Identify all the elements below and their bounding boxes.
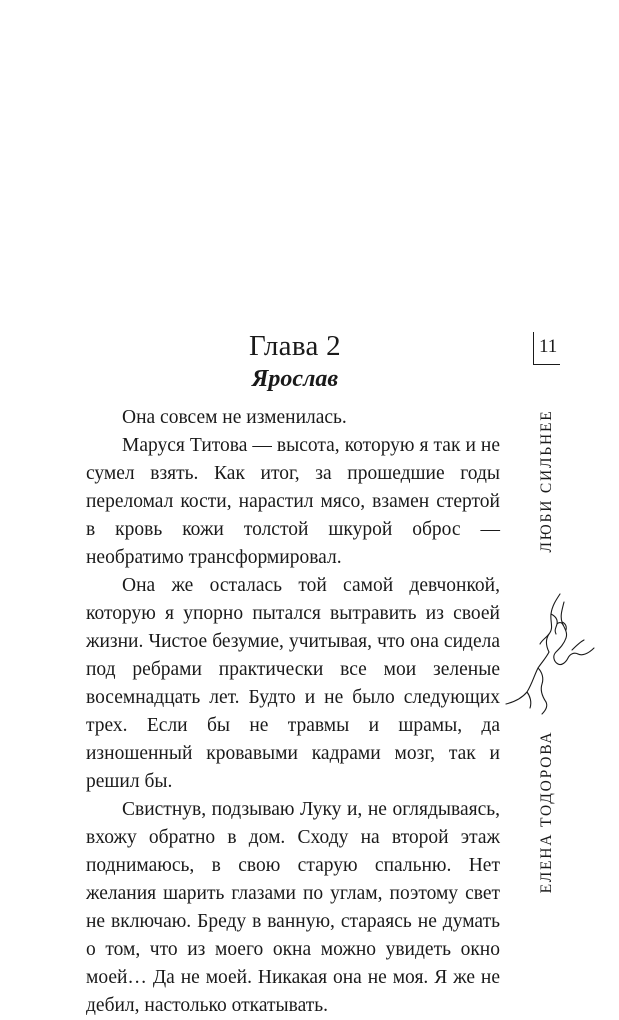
- page-number-marker: [533, 332, 560, 365]
- paragraph: Она совсем не изменилась.: [122, 407, 347, 428]
- chapter-heading: [90, 328, 500, 394]
- paragraph: Она же осталась той самой девчонкой, которую я упорно пытался вытравить из своей жизни. Чистое безумие, учитывая, что она сидела под ребрами практически все мои зеленые восемнадцать лет. Будто и не было следующих трех. Если бы не травмы и шрамы, да изношенный кровавыми кадрами мозг, так и решил бы.: [86, 575, 500, 792]
- paragraph: Свистнув, подзываю Луку и, не оглядываясь, вхожу обратно в дом. Сходу на второй этаж поднимаюсь, в свою старую спальню. Нет желания шарить глазами по углам, поэтому свет не включаю. Бреду в ванную, стараясь не думать о том, что из моего окна можно увидеть окно моей… Да не моей. Никакая она не моя. Я же не дебил, настолько откатывать.: [86, 799, 500, 1016]
- running-title: ЛЮБИ СИЛЬНЕЕ: [538, 409, 555, 553]
- page-number: 11: [539, 336, 558, 357]
- paragraph: Маруся Титова — высота, которую я так и не сумел взять. Как итог, за прошедшие годы переломал кости, нарастил мясо, взамен стертой в кровь кожи толстой шкурой оброс — необратимо трансформировал.: [86, 435, 500, 568]
- couple-embrace-line-drawing-icon: [502, 592, 598, 718]
- running-author: ЕЛЕНА ТОДОРОВА: [538, 730, 555, 894]
- chapter-subtitle: Ярослав: [251, 366, 339, 392]
- chapter-title: Глава 2: [249, 330, 341, 362]
- chapter-body: [86, 404, 500, 1020]
